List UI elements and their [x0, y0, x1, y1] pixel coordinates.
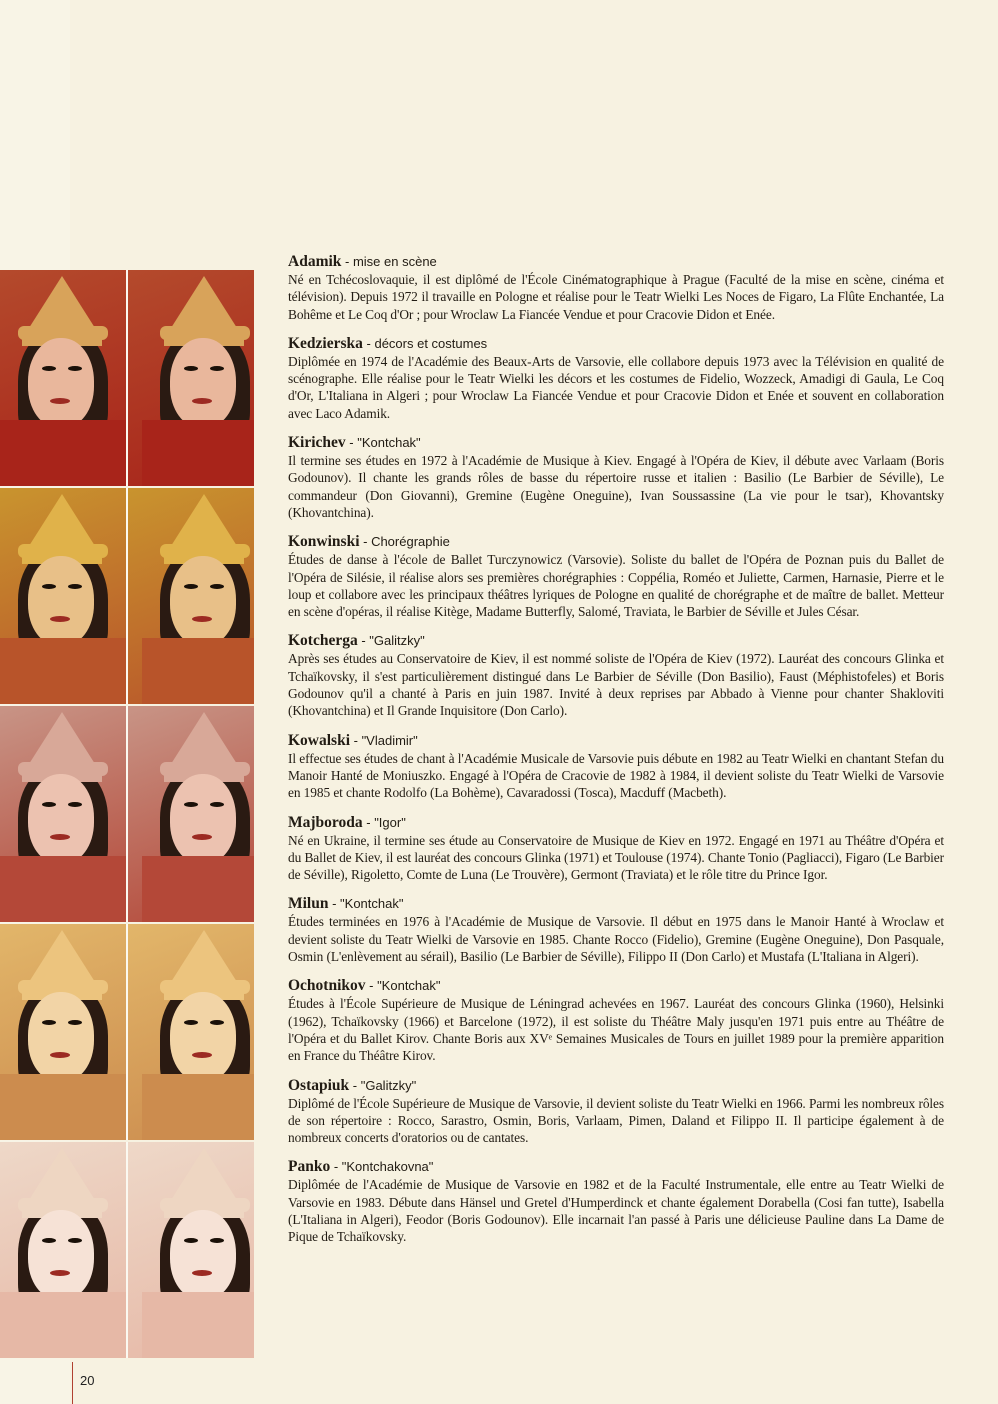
- portrait-image: [128, 270, 254, 486]
- portrait-feature: [68, 1238, 82, 1243]
- bio-name: Panko: [288, 1158, 331, 1176]
- bio-entry: [288, 894, 944, 965]
- portrait-feature: [192, 834, 212, 840]
- portrait-feature: [42, 584, 56, 589]
- portrait-image: [0, 924, 126, 1140]
- bio-name: Milun: [288, 895, 329, 913]
- portrait-robe: [0, 1074, 126, 1140]
- portrait-feature: [42, 1020, 56, 1025]
- portrait-face: [170, 774, 236, 864]
- bio-name: Kowalski: [288, 731, 351, 749]
- bio-entry: [288, 433, 944, 521]
- portrait-feature: [184, 584, 198, 589]
- bio-text: Diplômée en 1974 de l'Académie des Beaux-Arts de Varsovie, elle collabore depuis 1973 avec la Télévision en qualité de scénographe. Elle réalise pour le Teatr Wielki les décors et les costumes de Fidelio, Wozzeck, Amadigi di Gaula, Le Coq d'Or, L'Italiana in Algeri ; pour Wroclaw La Fiancée Vendue et pour Cracovie Didon et Enée et souvent en collaboration avec Laco Adamik.: [288, 353, 944, 421]
- bio-entry: [288, 813, 944, 884]
- portrait-photo: [0, 706, 254, 922]
- portrait-feature: [42, 366, 56, 371]
- bio-role: - "Galitzky": [357, 633, 425, 649]
- bio-entry: [288, 532, 944, 620]
- bio-entry: [288, 334, 944, 422]
- portrait-feature: [68, 584, 82, 589]
- bio-role: - "Galitzky": [349, 1077, 417, 1093]
- bio-name: Ostapiuk: [288, 1076, 350, 1094]
- portrait-robe: [142, 420, 254, 486]
- bio-role: - "Kontchak": [365, 978, 441, 994]
- portrait-feature: [210, 1238, 224, 1243]
- portrait-robe: [142, 1292, 254, 1358]
- portrait-feature: [210, 1020, 224, 1025]
- bio-name: Ochotnikov: [288, 977, 366, 995]
- portrait-feature: [42, 1238, 56, 1243]
- bio-heading: [288, 532, 944, 551]
- bio-name: Konwinski: [288, 533, 360, 551]
- portrait-face: [28, 338, 94, 428]
- portrait-image: [128, 1142, 254, 1358]
- portrait-feature: [50, 398, 70, 404]
- bio-name: Adamik: [288, 253, 342, 270]
- portrait-feature: [50, 616, 70, 622]
- portrait-feature: [184, 802, 198, 807]
- portrait-feature: [192, 1270, 212, 1276]
- portrait-feature: [184, 1238, 198, 1243]
- portrait-face: [28, 556, 94, 646]
- portrait-robe: [0, 1292, 126, 1358]
- portrait-feature: [192, 398, 212, 404]
- portrait-face: [170, 1210, 236, 1300]
- bio-text: Études de danse à l'école de Ballet Turczynowicz (Varsovie). Soliste du ballet de l'Opéra de Poznan puis du Ballet de l'Opéra de Silésie, il réalise alors ses premières chorégraphies : Coppélia, Roméo et Juliette, Carmen, Harnasie, Pierre et le loup et collabore avec les principaux théâtres lyriques de Pologne en qualité de chorégraphe et de maître de ballet. Metteur en scène d'opéras, il réalise Kitège, Madame Butterfly, Salomé, Traviata, le Barbier de Séville et Jules César.: [288, 552, 944, 620]
- portrait-feature: [68, 802, 82, 807]
- portrait-feature: [210, 584, 224, 589]
- bio-entry: [288, 631, 944, 719]
- bio-entry: [288, 976, 944, 1064]
- portrait-face: [170, 992, 236, 1082]
- portrait-photo: [0, 924, 254, 1140]
- portrait-feature: [192, 1052, 212, 1058]
- bio-heading: [288, 1076, 944, 1095]
- portrait-image: [0, 1142, 126, 1358]
- portrait-feature: [68, 1020, 82, 1025]
- bio-role: - "Vladimir": [350, 732, 418, 748]
- bio-heading: [288, 252, 944, 271]
- bio-heading: [288, 433, 944, 452]
- bio-text: Diplômée de l'Académie de Musique de Varsovie en 1982 et de la Faculté Instrumentale, elle entre au Teatr Wielki de Varsovie en 1983. Débute dans Hänsel und Gretel d'Humperdinck et chante également Dorabella (Cosi fan tutte), Isabella (L'Italiana in Algeri), Feodor (Boris Godounov). Elle incarnait l'an passé à Paris une délicieuse Pauline dans La Dame de Pique de Tchaïkovsky.: [288, 1177, 944, 1245]
- portrait-feature: [184, 366, 198, 371]
- portrait-face: [28, 992, 94, 1082]
- portrait-image: [128, 924, 254, 1140]
- portrait-image: [0, 270, 126, 486]
- bio-text: Né en Ukraine, il termine ses étude au Conservatoire de Musique de Kiev en 1972. Engagé en 1971 au Théâtre d'Opéra et du Ballet de Kiev, il est lauréat des concours Glinka (1971) et Toulouse (1974). Chante Tonio (Pagliacci), Figaro (Le Barbier de Séville), Rigoletto, Comte de Luna (Le Trouvère), Germont (Traviata) et le rôle titre du Prince Igor.: [288, 832, 944, 883]
- portrait-feature: [210, 802, 224, 807]
- portrait-face: [28, 1210, 94, 1300]
- portrait-divider: [126, 706, 128, 922]
- portrait-robe: [142, 1074, 254, 1140]
- portrait-divider: [126, 270, 128, 486]
- portrait-feature: [42, 802, 56, 807]
- portrait-feature: [184, 1020, 198, 1025]
- bio-name: Kedzierska: [288, 334, 363, 352]
- bio-role: - "Kontchak": [328, 896, 404, 912]
- bio-heading: [288, 1157, 944, 1176]
- bio-entry: [288, 731, 944, 802]
- bio-role: - "Kontchakovna": [330, 1159, 434, 1175]
- portrait-photo: [0, 270, 254, 486]
- bio-heading: [288, 976, 944, 995]
- portrait-face: [170, 556, 236, 646]
- portrait-feature: [68, 366, 82, 371]
- page-number-rule: [72, 1362, 73, 1404]
- bio-entry: [288, 252, 944, 323]
- bio-text: Il effectue ses études de chant à l'Académie Musicale de Varsovie puis débute en 1982 au Teatr Wielki en chantant Stefan du Manoir Hanté de Moniuszko. Engagé à l'Opéra de Cracovie de 1982 à 1984, il devient soliste du Teatr Wielki de Varsovie en 1985 et chante Rodolfo (La Bohème), Cavaradossi (Tosca), Macduff (Macbeth).: [288, 750, 944, 801]
- page-number: 20: [80, 1373, 95, 1388]
- bio-heading: [288, 894, 944, 913]
- portrait-photo: [0, 1142, 254, 1358]
- bio-heading: [288, 631, 944, 650]
- portrait-robe: [142, 638, 254, 704]
- bio-text: Né en Tchécoslovaquie, il est diplômé de l'École Cinématographique à Prague (Faculté de la mise en scène, cinéma et télévision). Depuis 1972 il travaille en Pologne et réalise pour le Teatr Wielki Les Noces de Figaro, La Flûte Enchantée, La Bohême et Le Coq d'Or ; pour Wroclaw La Fiancée Vendue et pour Cracovie Didon et Enée.: [288, 272, 944, 322]
- portrait-image: [0, 706, 126, 922]
- bio-text: Après ses études au Conservatoire de Kiev, il est nommé soliste de l'Opéra de Kiev (1972). Lauréat des concours Glinka et Tchaïkovsky, il s'est particulièrement distingué dans Le Barbier de Séville (Don Basilio), Faust (Méphistofeles) et Boris Godounov qu'il a chanté à Paris en juin 1987. Invité à deux reprises par Abbado à Vienne pour chanter Shakloviti (Khovantchina) et Il Grande Inquisitore (Don Carlo).: [288, 651, 944, 719]
- bio-entry: [288, 1157, 944, 1245]
- bio-name: Kotcherga: [288, 632, 358, 650]
- portrait-image: [128, 706, 254, 922]
- bio-role: - "Igor": [362, 814, 406, 830]
- portrait-robe: [0, 856, 126, 922]
- bio-role: - décors et costumes: [362, 335, 488, 351]
- portrait-robe: [142, 856, 254, 922]
- bio-heading: [288, 813, 944, 832]
- portrait-feature: [50, 1270, 70, 1276]
- bio-name: Kirichev: [288, 434, 346, 452]
- portrait-feature: [50, 834, 70, 840]
- portrait-face: [28, 774, 94, 864]
- portrait-robe: [0, 420, 126, 486]
- bio-heading: [288, 334, 944, 353]
- portrait-image: [128, 488, 254, 704]
- bio-text: Diplômé de l'École Supérieure de Musique de Varsovie, il devient soliste du Teatr Wielki en 1966. Parmi les nombreux rôles de son répertoire : Rocco, Sarastro, Osmin, Boris, Varlaam, Pimen, Daland et Filippo II. Il participe également à de nombreux concerts d'oratorios ou de cantates.: [288, 1095, 944, 1146]
- bio-entry: [288, 1076, 944, 1147]
- portrait-photo: [0, 488, 254, 704]
- portrait-feature: [210, 366, 224, 371]
- portrait-divider: [126, 488, 128, 704]
- bio-text: Il termine ses études en 1972 à l'Académie de Musique à Kiev. Engagé à l'Opéra de Kiev, il débute avec Varlaam (Boris Godounov). Il chante les grands rôles de basse du répertoire russe et italien : Basilio (Le Barbier de Séville), Le commandeur (Don Giovanni), Gremine (Eugène Oneguine), Ivan Soussassine (La vie pour le tsar), Khovantsky (Khovantchina).: [288, 453, 944, 520]
- portrait-feature: [192, 616, 212, 622]
- bio-text: Études à l'École Supérieure de Musique de Léningrad achevées en 1967. Lauréat des concours Glinka (1960), Helsinki (1962), Tchaïkovsky (1966) et Barcelone (1972), il est soliste du Théâtre Maly jusqu'en 1971 puis entre au Théâtre de l'Opéra et du Ballet Kirov. Chante Boris aux XVᵉ Semaines Musicales de Tours en juillet 1989 pour la première apparition en France du Théâtre Kirov.: [288, 996, 944, 1064]
- portrait-feature: [50, 1052, 70, 1058]
- portrait-robe: [0, 638, 126, 704]
- bio-heading: [288, 731, 944, 750]
- bio-role: - Chorégraphie: [359, 534, 450, 550]
- bio-text: Études terminées en 1976 à l'Académie de Musique de Varsovie. Il début en 1975 dans le Manoir Hanté à Wroclaw et devient soliste du Teatr Wielki de Varsovie en 1985. Chante Rocco (Fidelio), Gremine (Eugène Oneguine), Don Pasquale, Osmin (L'enlèvement au sérail), Basilio (Le Barbier de Séville), Filippo II (Don Carlo) et Mustafa (L'Italiana in Algeri).: [288, 914, 944, 965]
- portrait-image: [0, 488, 126, 704]
- photo-strip: [0, 270, 254, 1360]
- bio-name: Majboroda: [288, 813, 363, 831]
- biographies: [288, 252, 944, 1257]
- portrait-divider: [126, 1142, 128, 1358]
- bio-role: - mise en scène: [341, 254, 437, 269]
- portrait-divider: [126, 924, 128, 1140]
- portrait-face: [170, 338, 236, 428]
- bio-role: - "Kontchak": [345, 435, 421, 451]
